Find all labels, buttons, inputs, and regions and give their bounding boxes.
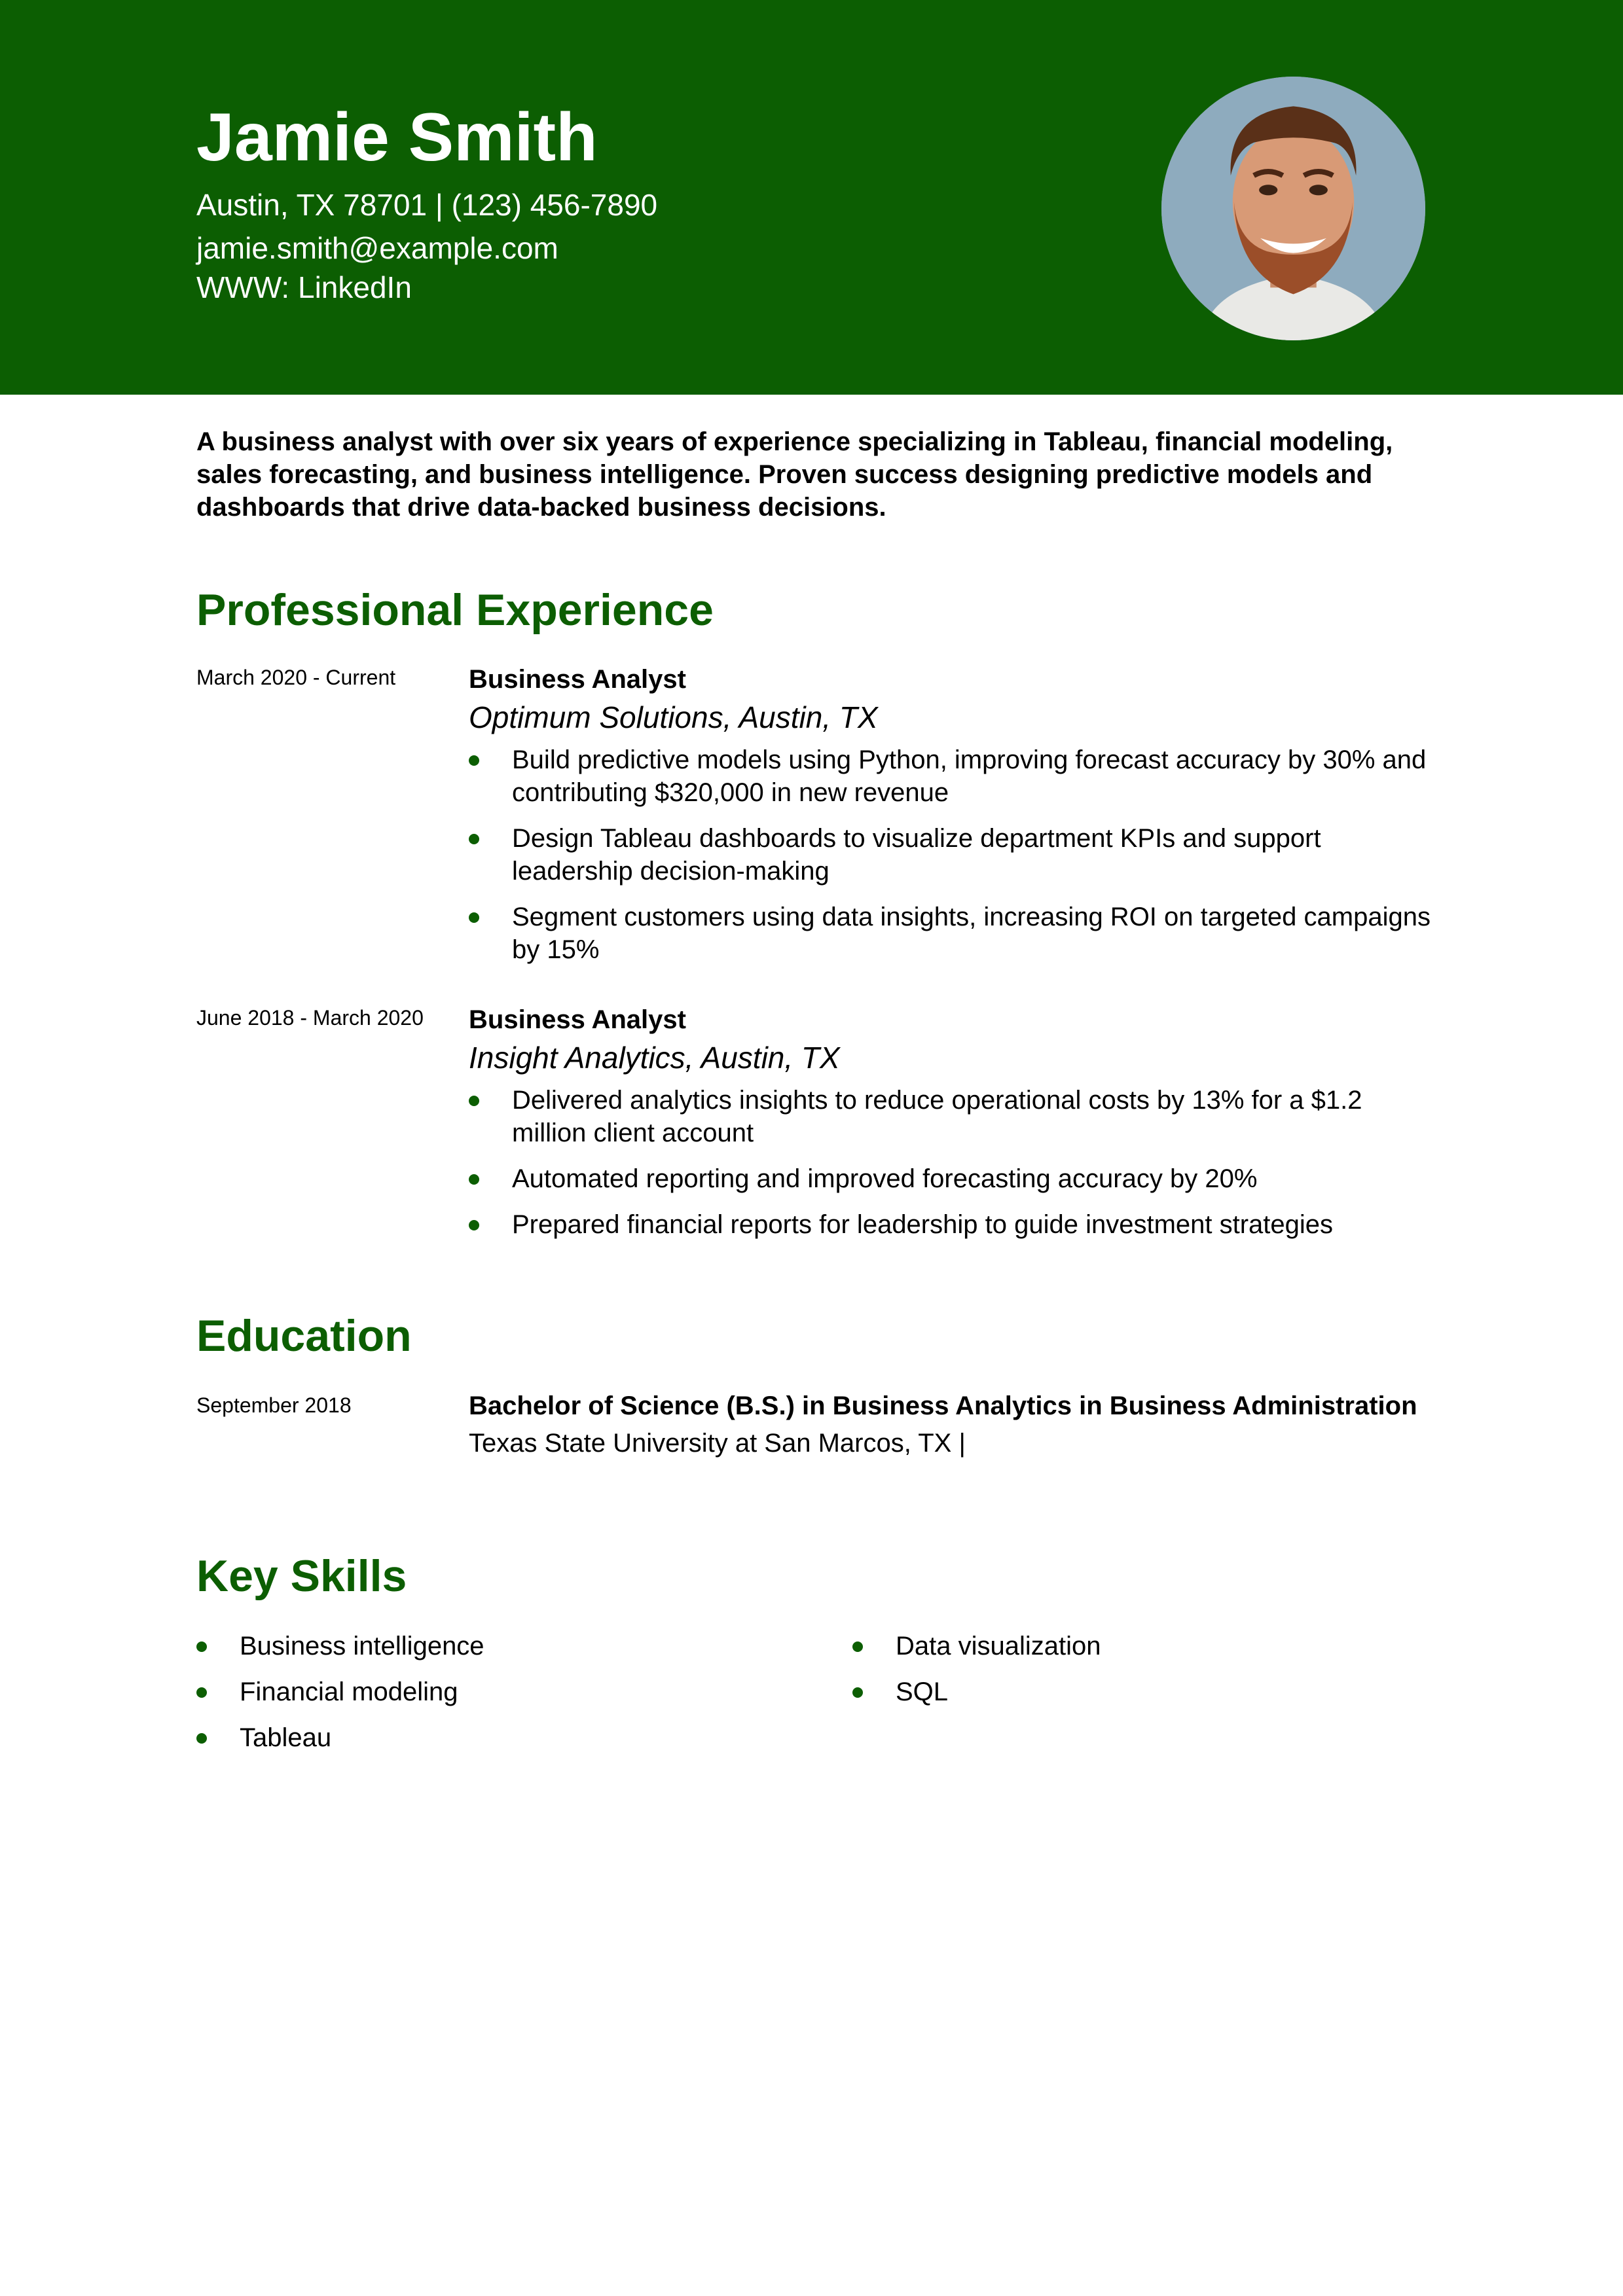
skills-heading: Key Skills	[196, 1551, 407, 1601]
profile-photo	[1161, 77, 1425, 340]
job-2-bullet: Delivered analytics insights to reduce operational costs by 13% for a $1.2 million client account	[469, 1084, 1438, 1149]
job-2-title: Business Analyst	[469, 1005, 686, 1034]
job-1-title: Business Analyst	[469, 665, 686, 694]
degree: Bachelor of Science (B.S.) in Business Analytics in Business Administration	[469, 1391, 1417, 1420]
job-1-bullets	[469, 744, 1438, 966]
skill-item: SQL	[852, 1676, 948, 1708]
job-1-entry	[469, 664, 1438, 979]
job-1-bullet: Build predictive models using Python, improving forecast accuracy by 30% and contributing $320,000 in new revenue	[469, 744, 1438, 809]
address-phone: Austin, TX 78701 | (123) 456-7890	[196, 188, 658, 222]
job-2-date: June 2018 - March 2020	[196, 1006, 424, 1030]
education-entry	[469, 1390, 1438, 1460]
education-date: September 2018	[196, 1393, 352, 1417]
job-2-bullet: Prepared financial reports for leadership to guide investment strategies	[469, 1208, 1438, 1241]
job-1-bullet: Design Tableau dashboards to visualize department KPIs and support leadership decision-making	[469, 822, 1438, 888]
job-2-bullets	[469, 1084, 1438, 1241]
email: jamie.smith@example.com	[196, 231, 558, 265]
job-2-entry	[469, 1004, 1438, 1254]
professional-summary: A business analyst with over six years of experience specializing in Tableau, financial modeling, sales forecasting, and business intelligence. Proven success designing predictive models and dashboards that drive data-backed business decisions.	[196, 427, 1393, 522]
skill-item: Tableau	[196, 1721, 331, 1754]
job-1-company: Optimum Solutions, Austin, TX	[469, 700, 878, 734]
education-heading: Education	[196, 1311, 412, 1361]
school: Texas State University at San Marcos, TX |	[469, 1429, 966, 1458]
website-link: WWW: LinkedIn	[196, 270, 412, 304]
job-1-bullet: Segment customers using data insights, increasing ROI on targeted campaigns by 15%	[469, 901, 1438, 966]
candidate-name: Jamie Smith	[196, 99, 598, 175]
skill-item: Financial modeling	[196, 1676, 458, 1708]
header-banner	[0, 0, 1623, 395]
job-2-bullet: Automated reporting and improved forecasting accuracy by 20%	[469, 1162, 1438, 1195]
skill-item: Data visualization	[852, 1630, 1101, 1662]
experience-heading: Professional Experience	[196, 585, 714, 635]
job-2-company: Insight Analytics, Austin, TX	[469, 1041, 840, 1075]
job-1-date: March 2020 - Current	[196, 666, 396, 689]
skill-item: Business intelligence	[196, 1630, 484, 1662]
